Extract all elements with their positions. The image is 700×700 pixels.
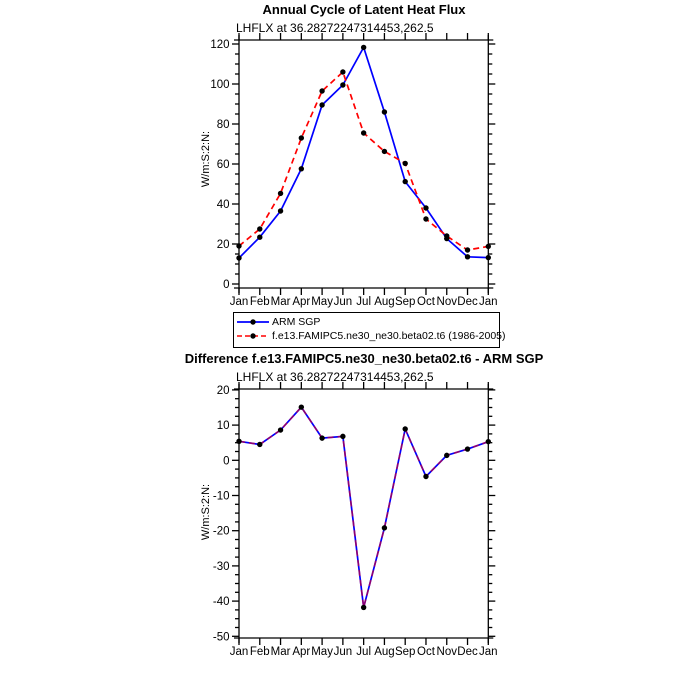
y-axis-tick-label: -20 (212, 525, 230, 538)
legend-item-arm-sgp (236, 315, 499, 329)
data-point-marker (403, 426, 408, 431)
data-point-marker (423, 474, 428, 479)
y-axis-tick-label: 10 (216, 420, 230, 433)
data-point-marker (319, 102, 324, 107)
x-axis-tick-label: Jan (479, 296, 498, 308)
x-axis-tick-label: Dec (457, 296, 478, 308)
legend-marker-dot (250, 319, 255, 324)
data-point-marker (444, 233, 449, 238)
y-axis-tick-label: 80 (216, 119, 230, 131)
x-axis-tick-label: Nov (436, 646, 457, 658)
series-line-1 (239, 407, 488, 607)
y-axis-tick-label: 0 (223, 279, 230, 291)
x-axis-tick-label: Apr (292, 296, 311, 308)
x-axis-tick-label: Sep (394, 646, 416, 658)
y-axis-tick-label: -10 (212, 490, 230, 503)
data-point-marker (423, 205, 428, 210)
data-point-marker (278, 191, 283, 196)
series-line-0 (239, 407, 488, 607)
data-point-marker (465, 254, 470, 259)
data-point-marker (299, 404, 304, 409)
x-axis-tick-label: Jul (356, 296, 372, 308)
y-axis-tick-label: -30 (212, 560, 230, 573)
data-point-marker (257, 226, 262, 231)
bottom-chart-title: Difference f.e13.FAMIPC5.ne30_ne30.beta02.t6 - ARM SGP (184, 351, 544, 366)
legend-marker-dot (250, 333, 255, 338)
top-chart-title: Annual Cycle of Latent Heat Flux (262, 2, 466, 17)
data-point-marker (319, 435, 324, 440)
data-point-marker (340, 434, 345, 439)
data-point-marker (486, 439, 491, 444)
y-axis-tick-label: 60 (216, 159, 230, 171)
bottom-chart-plot (213, 382, 498, 658)
x-axis-tick-label: Jan (229, 646, 249, 658)
y-axis-tick-label: 20 (216, 384, 230, 397)
bottom-chart-subtitle: LHFLX at 36.28272247314453,262.5 (236, 370, 434, 384)
data-point-marker (236, 243, 241, 248)
data-point-marker (444, 453, 449, 458)
legend-line-sample-blue-solid (236, 316, 270, 328)
data-point-marker (236, 439, 241, 444)
y-axis-tick-label: 120 (210, 39, 230, 51)
y-axis-tick-label: 40 (216, 199, 230, 211)
top-chart-y-axis-label: W/m:S:2:N: (200, 130, 212, 188)
data-point-marker (403, 161, 408, 166)
x-axis-tick-label: Dec (457, 646, 478, 658)
y-axis-tick-label: 100 (210, 79, 230, 91)
data-point-marker (423, 216, 428, 221)
data-point-marker (236, 255, 241, 260)
legend (233, 312, 506, 348)
x-axis-tick-label: Jun (333, 296, 353, 308)
legend-line-sample-red-dashed (236, 330, 270, 342)
data-point-marker (361, 45, 366, 50)
x-axis-tick-label: Jun (333, 646, 353, 658)
top-chart-subtitle: LHFLX at 36.28272247314453,262.5 (236, 21, 434, 35)
series-line-1 (239, 72, 488, 250)
x-axis-tick-label: Mar (270, 646, 291, 658)
x-axis-tick-label: Apr (292, 646, 311, 658)
data-point-marker (382, 525, 387, 530)
data-point-marker (361, 130, 366, 135)
legend-label-model: f.e13.FAMIPC5.ne30_ne30.beta02.t6 (1986-2005) (272, 330, 506, 342)
x-axis-tick-label: Oct (417, 646, 435, 658)
x-axis-tick-label: Sep (394, 296, 416, 308)
x-axis-tick-label: Aug (374, 296, 395, 308)
data-point-marker (340, 82, 345, 87)
x-axis-tick-label: Mar (270, 296, 291, 308)
x-axis-tick-label: Jan (479, 646, 498, 658)
x-axis-tick-label: Feb (249, 296, 270, 308)
data-point-marker (382, 149, 387, 154)
data-point-marker (278, 208, 283, 213)
data-point-marker (299, 166, 304, 171)
data-point-marker (340, 69, 345, 74)
y-axis-tick-label: 0 (223, 455, 230, 468)
y-axis-tick-label: 20 (216, 239, 230, 251)
legend-label-arm-sgp: ARM SGP (272, 316, 321, 328)
x-axis-tick-label: Jul (356, 646, 372, 658)
y-axis-tick-label: -50 (212, 631, 230, 644)
x-axis-tick-label: May (311, 296, 333, 308)
legend-item-model (236, 329, 506, 343)
x-axis-tick-label: Oct (417, 296, 435, 308)
data-point-marker (257, 442, 262, 447)
data-point-marker (278, 427, 283, 432)
data-point-marker (486, 244, 491, 249)
data-point-marker (257, 235, 262, 240)
series-line-0 (239, 47, 488, 258)
data-point-marker (465, 247, 470, 252)
data-point-marker (299, 135, 304, 140)
data-point-marker (361, 605, 366, 610)
data-point-marker (382, 109, 387, 114)
data-point-marker (465, 446, 470, 451)
data-point-marker (486, 255, 491, 260)
x-axis-tick-label: Feb (249, 646, 270, 658)
top-chart-plot (210, 33, 497, 308)
data-point-marker (319, 88, 324, 93)
y-axis-tick-label: -40 (212, 596, 230, 609)
x-axis-tick-label: Aug (374, 646, 395, 658)
x-axis-tick-label: Jan (229, 296, 249, 308)
bottom-chart-y-axis-label: W/m:S:2:N: (200, 483, 212, 541)
data-point-marker (403, 179, 408, 184)
x-axis-tick-label: Nov (436, 296, 457, 308)
x-axis-tick-label: May (311, 646, 333, 658)
